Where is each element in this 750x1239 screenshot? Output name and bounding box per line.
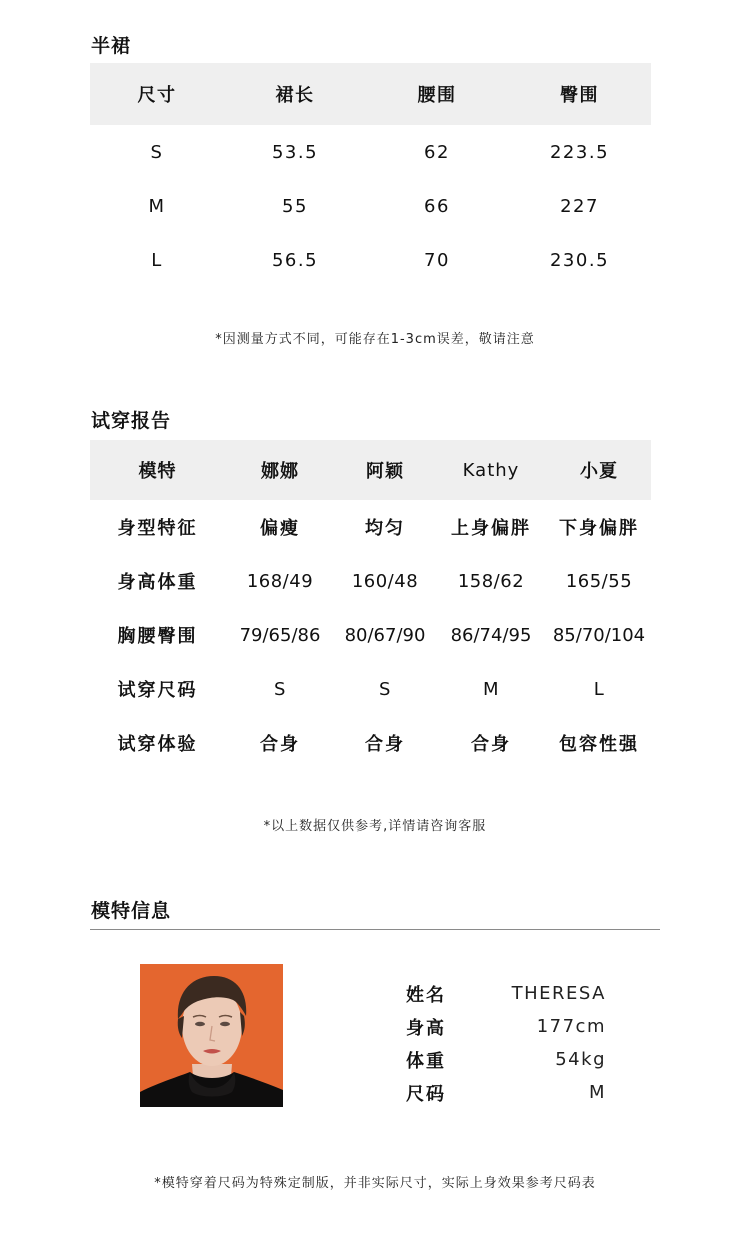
- info-label: 尺码: [406, 1083, 446, 1105]
- trial-section-title: 试穿报告: [91, 410, 172, 432]
- table-cell: 158/62: [457, 570, 525, 592]
- table-row: [90, 608, 651, 662]
- model-info-list: [406, 977, 606, 1109]
- model-section-title: 模特信息: [91, 900, 172, 922]
- info-label: 姓名: [406, 984, 446, 1006]
- table-cell: 53.5: [271, 141, 319, 163]
- table-row: [90, 662, 651, 716]
- info-label: 体重: [406, 1050, 446, 1072]
- row-label: 身高体重: [117, 572, 198, 593]
- table-row: [90, 500, 651, 554]
- table-cell: 70: [424, 249, 450, 271]
- row-label: 身型特征: [117, 518, 198, 539]
- table-cell: M: [482, 678, 500, 700]
- header-cell-model: 模特: [138, 461, 177, 482]
- table-cell: 55: [282, 195, 308, 217]
- table-cell: L: [593, 678, 605, 700]
- table-cell: 合身: [471, 734, 511, 755]
- table-cell: 168/49: [246, 570, 314, 592]
- table-cell: 上身偏胖: [451, 518, 531, 539]
- table-row: [90, 179, 651, 233]
- section-divider: [90, 929, 660, 930]
- table-cell: 80/67/90: [344, 624, 426, 646]
- skirt-table-header: [90, 63, 651, 125]
- header-cell-waist: 腰围: [417, 85, 457, 106]
- trial-report-table: [90, 440, 651, 770]
- header-cell-hip: 臀围: [560, 85, 599, 106]
- table-cell: 79/65/86: [239, 624, 321, 646]
- table-cell: S: [379, 678, 391, 700]
- model-size-note: *模特穿着尺码为特殊定制版，并非实际尺寸，实际上身效果参考尺码表: [154, 1176, 596, 1191]
- info-value: M: [588, 1082, 606, 1103]
- measurement-note: *因测量方式不同，可能存在1-3cm误差，敬请注意: [215, 332, 535, 347]
- header-cell-xiaoxia: 小夏: [580, 461, 618, 482]
- model-portrait-image: [140, 964, 283, 1107]
- table-cell: M: [148, 195, 166, 217]
- table-cell: 合身: [365, 734, 405, 755]
- info-row-name: [406, 977, 606, 1010]
- info-row-height: [406, 1010, 606, 1043]
- trial-table-header: [90, 440, 651, 500]
- info-value: 54kg: [555, 1049, 606, 1070]
- header-cell-length: 裙长: [275, 85, 315, 106]
- info-value: THERESA: [511, 983, 606, 1004]
- header-cell-size: 尺寸: [137, 85, 177, 106]
- table-cell: 66: [424, 195, 450, 217]
- header-cell-kathy: Kathy: [462, 459, 520, 481]
- table-row: [90, 233, 651, 287]
- table-cell: 合身: [260, 734, 300, 755]
- info-label: 身高: [406, 1017, 446, 1039]
- table-cell: S: [274, 678, 286, 700]
- table-cell: 165/55: [565, 570, 633, 592]
- table-cell: 偏瘦: [260, 518, 300, 539]
- info-row-size: [406, 1076, 606, 1109]
- table-cell: 85/70/104: [552, 624, 646, 646]
- table-cell: L: [151, 249, 163, 271]
- skirt-section-title: 半裙: [91, 35, 132, 57]
- row-label: 胸腰臀围: [117, 626, 198, 647]
- table-cell: 160/48: [351, 570, 419, 592]
- table-cell: 下身偏胖: [559, 518, 639, 539]
- table-cell: 230.5: [549, 249, 610, 271]
- header-cell-nana: 娜娜: [261, 461, 299, 482]
- table-cell: 223.5: [549, 141, 610, 163]
- info-row-weight: [406, 1043, 606, 1076]
- table-cell: 包容性强: [559, 734, 639, 755]
- table-cell: 56.5: [271, 249, 319, 271]
- info-value: 177cm: [536, 1016, 606, 1037]
- table-row: [90, 554, 651, 608]
- table-cell: 均匀: [365, 518, 405, 539]
- model-photo: [140, 964, 283, 1107]
- header-cell-aying: 阿颖: [366, 461, 404, 482]
- table-cell: 86/74/95: [450, 624, 532, 646]
- table-cell: 227: [560, 195, 599, 217]
- table-row: [90, 125, 651, 179]
- trial-note: *以上数据仅供参考,详情请咨询客服: [263, 819, 487, 834]
- table-row: [90, 716, 651, 770]
- row-label: 试穿体验: [117, 734, 198, 755]
- skirt-size-table: [90, 63, 651, 287]
- row-label: 试穿尺码: [117, 680, 198, 701]
- table-cell: 62: [424, 141, 450, 163]
- table-cell: S: [150, 141, 164, 163]
